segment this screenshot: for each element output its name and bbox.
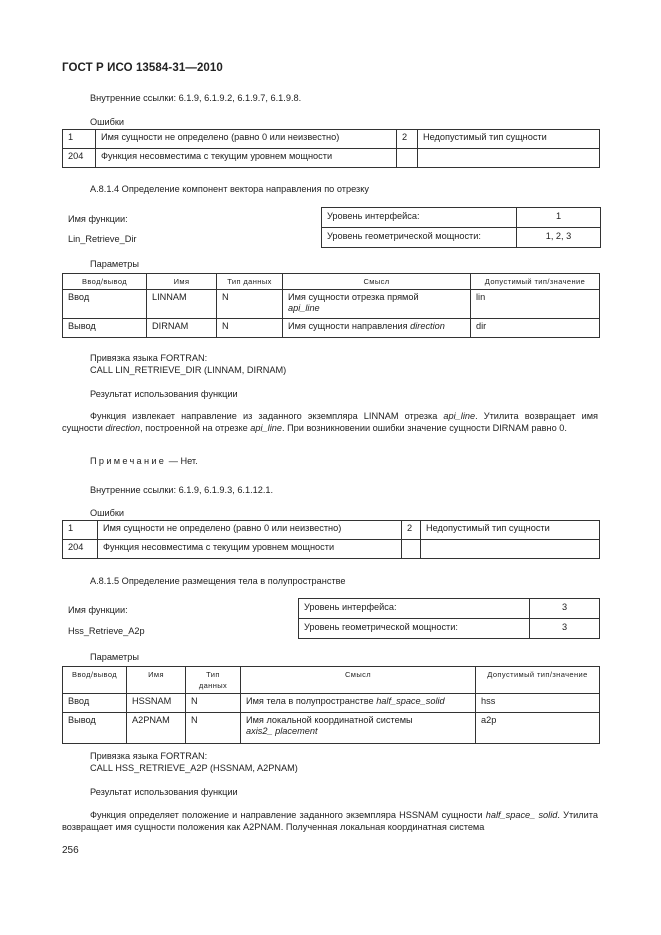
fortran-label: Привязка языка FORTRAN: [90, 751, 208, 761]
fortran-call: CALL LIN_RETRIEVE_DIR (LINNAM, DIRNAM) [90, 365, 287, 375]
error-code: 1 [63, 521, 98, 540]
level-value: 1 [517, 208, 601, 228]
levels-table [321, 207, 601, 248]
param-name: HSSNAM [127, 694, 186, 713]
levels-table [298, 598, 600, 639]
param-allowed: a2p [476, 713, 600, 744]
table-row [63, 130, 600, 149]
section-heading: A.8.1.4 Определение компонент вектора направления по отрезку [90, 184, 369, 194]
params-label: Параметры [90, 652, 139, 662]
col-header: Ввод/вывод [63, 274, 147, 290]
error-code [397, 149, 418, 168]
note: Примечание — Нет. [90, 456, 198, 466]
col-header: Допустимый тип/значение [471, 274, 600, 290]
param-name: DIRNAM [147, 319, 217, 338]
param-type: N [217, 319, 283, 338]
table-row [63, 694, 600, 713]
param-type: N [186, 694, 241, 713]
function-label: Имя функции: [68, 605, 128, 615]
table-header-row [63, 274, 600, 290]
param-name: A2PNAM [127, 713, 186, 744]
section-heading: A.8.1.5 Определение размещения тела в полупространстве [90, 576, 346, 586]
errors-label-2: Ошибки [90, 508, 125, 518]
col-header: Имя [127, 667, 186, 694]
param-allowed: hss [476, 694, 600, 713]
error-text: Недопустимый тип сущности [421, 521, 600, 540]
level-label: Уровень интерфейса: [322, 208, 517, 228]
errors-table-1 [62, 129, 600, 168]
col-header: Имя [147, 274, 217, 290]
param-io: Вывод [63, 319, 147, 338]
table-row [63, 319, 600, 338]
level-value: 3 [530, 619, 600, 639]
function-name: Hss_Retrieve_A2p [68, 626, 145, 636]
level-label: Уровень интерфейса: [299, 599, 530, 619]
function-name: Lin_Retrieve_Dir [68, 234, 137, 244]
fortran-label: Привязка языка FORTRAN: [90, 353, 208, 363]
col-header: Тип данных [186, 667, 241, 694]
param-meaning: Имя тела в полупространстве half_space_solid [241, 694, 476, 713]
level-label: Уровень геометрической мощности: [299, 619, 530, 639]
param-io: Ввод [63, 694, 127, 713]
page-number: 256 [62, 845, 79, 856]
error-code: 1 [63, 130, 96, 149]
params-table [62, 273, 600, 338]
error-code: 204 [63, 540, 98, 559]
page-header: ГОСТ Р ИСО 13584-31—2010 [62, 62, 223, 74]
param-allowed: dir [471, 319, 600, 338]
table-row [63, 290, 600, 319]
internal-refs-1: Внутренние ссылки: 6.1.9, 6.1.9.2, 6.1.9.7, 6.1.9.8. [90, 93, 302, 103]
param-io: Вывод [63, 713, 127, 744]
level-value: 3 [530, 599, 600, 619]
param-io: Ввод [63, 290, 147, 319]
error-code: 204 [63, 149, 96, 168]
col-header: Ввод/вывод [63, 667, 127, 694]
table-row [63, 540, 600, 559]
col-header: Смысл [283, 274, 471, 290]
param-allowed: lin [471, 290, 600, 319]
table-row [322, 228, 601, 248]
param-meaning: Имя локальной координатной системы axis2_ placement [241, 713, 476, 744]
function-label: Имя функции: [68, 214, 128, 224]
error-code: 2 [402, 521, 421, 540]
error-code: 2 [397, 130, 418, 149]
param-type: N [186, 713, 241, 744]
internal-refs-2: Внутренние ссылки: 6.1.9, 6.1.9.3, 6.1.12.1. [90, 485, 274, 495]
errors-table-2 [62, 520, 600, 559]
fortran-call: CALL HSS_RETRIEVE_A2P (HSSNAM, A2PNAM) [90, 763, 298, 773]
table-row [63, 521, 600, 540]
table-header-row [63, 667, 600, 694]
error-text [421, 540, 600, 559]
param-meaning: Имя сущности отрезка прямой api_line [283, 290, 471, 319]
col-header: Допустимый тип/значение [476, 667, 600, 694]
error-text: Недопустимый тип сущности [418, 130, 600, 149]
params-table [62, 666, 600, 744]
error-text: Имя сущности не определено (равно 0 или неизвестно) [96, 130, 397, 149]
table-row [299, 599, 600, 619]
function-description: Функция определяет положение и направление заданного экземпляра HSSNAM сущности half_space_ solid. Утилита возвращает имя сущности положения как A2PNAM. Полученная локальная координатная система [62, 810, 599, 832]
param-meaning: Имя сущности направления direction [283, 319, 471, 338]
result-label: Результат использования функции [90, 787, 238, 797]
result-label: Результат использования функции [90, 389, 238, 399]
error-text: Функция несовместима с текущим уровнем мощности [98, 540, 402, 559]
error-text [418, 149, 600, 168]
col-header: Смысл [241, 667, 476, 694]
error-code [402, 540, 421, 559]
table-row [299, 619, 600, 639]
table-row [63, 149, 600, 168]
level-label: Уровень геометрической мощности: [322, 228, 517, 248]
errors-label-1: Ошибки [90, 117, 125, 127]
error-text: Имя сущности не определено (равно 0 или неизвестно) [98, 521, 402, 540]
param-name: LINNAM [147, 290, 217, 319]
error-text: Функция несовместима с текущим уровнем мощности [96, 149, 397, 168]
table-row [63, 713, 600, 744]
params-label: Параметры [90, 259, 139, 269]
level-value: 1, 2, 3 [517, 228, 601, 248]
function-description: Функция извлекает направление из заданного экземпляра LINNAM отрезка api_line. Утилита возвращает имя сущности direction, построенной на отрезке api_line. При возникновении ошибки значение сущности DIRNAM равно 0. [62, 411, 599, 433]
table-row [322, 208, 601, 228]
col-header: Тип данных [217, 274, 283, 290]
param-type: N [217, 290, 283, 319]
